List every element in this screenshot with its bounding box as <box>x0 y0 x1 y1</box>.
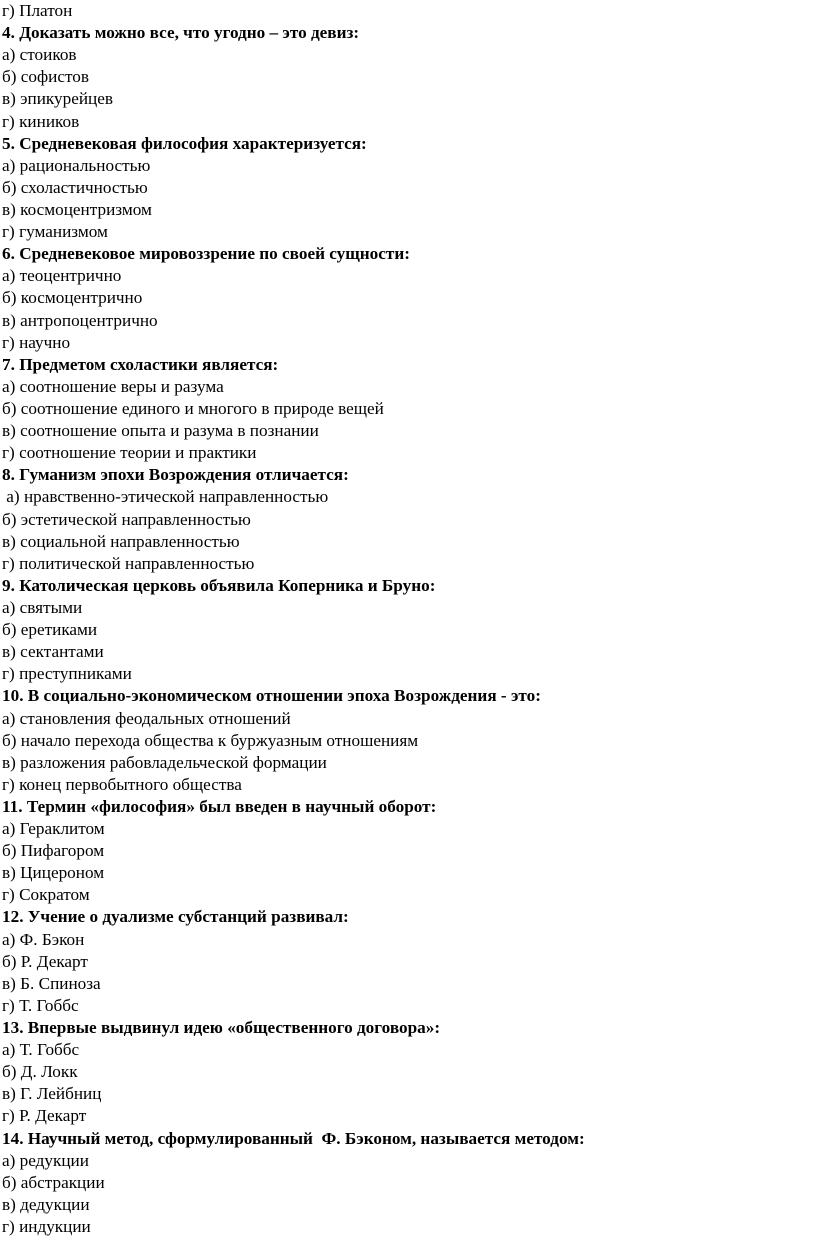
answer-option: б) еретиками <box>2 620 98 640</box>
answer-option: а) рациональностью <box>2 155 151 175</box>
question-block <box>2 133 816 244</box>
question-text: 7. Предметом схоластики является: <box>2 354 279 374</box>
question-text: 13. Впервые выдвинул идею «общественного договора»: <box>2 1018 441 1038</box>
question-block <box>2 575 816 686</box>
answer-option: б) начало перехода общества к буржуазным отношениям <box>2 730 419 750</box>
answer-option: в) сектантами <box>2 642 104 662</box>
question-block <box>2 464 816 575</box>
answer-option: б) софистов <box>2 67 89 87</box>
answer-option: в) Г. Лейбниц <box>2 1084 102 1104</box>
answer-option: б) Пифагором <box>2 841 105 861</box>
answer-option: б) космоцентрично <box>2 288 143 308</box>
question-text: 12. Учение о дуализме субстанций развивал: <box>2 907 349 927</box>
question-text: 9. Католическая церковь объявила Коперника и Бруно: <box>2 575 436 595</box>
answer-option: г) Сократом <box>2 885 90 905</box>
answer-option: г) киников <box>2 111 80 131</box>
question-text: 14. Научный метод, сформулированный Ф. Бэконом, называется методом: <box>2 1128 585 1148</box>
answer-option: а) соотношение веры и разума <box>2 376 224 396</box>
answer-option: в) Цицероном <box>2 863 105 883</box>
answer-option: г) Р. Декарт <box>2 1106 87 1126</box>
answer-option: а) стоиков <box>2 45 77 65</box>
question-block <box>2 354 816 465</box>
answer-option: г) конец первобытного общества <box>2 774 242 794</box>
answer-option: а) святыми <box>2 597 83 617</box>
answer-option: б) эстетической направленностью <box>2 509 251 529</box>
answer-option: а) становления феодальных отношений <box>2 708 291 728</box>
answer-option: г) Т. Гоббс <box>2 995 79 1015</box>
answer-option: б) абстракции <box>2 1172 105 1192</box>
answer-option: г) политической направленностью <box>2 553 255 573</box>
question-text: 6. Средневековое мировоззрение по своей сущности: <box>2 244 410 264</box>
answer-option: в) эпикурейцев <box>2 89 113 109</box>
question-block <box>2 906 816 1017</box>
answer-option: г) соотношение теории и практики <box>2 443 257 463</box>
question-block <box>2 22 816 133</box>
answer-option: г) индукции <box>2 1217 91 1237</box>
question-text: 10. В социально-экономическом отношении эпоха Возрождения - это: <box>2 686 541 706</box>
answer-option: в) космоцентризмом <box>2 199 152 219</box>
answer-option: в) разложения рабовладельческой формации <box>2 752 327 772</box>
answer-option: в) антропоцентрично <box>2 310 158 330</box>
answer-option: б) схоластичностью <box>2 177 148 197</box>
question-text: 8. Гуманизм эпохи Возрождения отличается: <box>2 465 349 485</box>
answer-option: г) гуманизмом <box>2 222 108 242</box>
answer-option: б) Д. Локк <box>2 1062 78 1082</box>
answer-option: в) дедукции <box>2 1194 90 1214</box>
question-block <box>2 243 816 354</box>
question-block <box>2 1017 816 1128</box>
answer-option: б) соотношение единого и многого в природе вещей <box>2 398 384 418</box>
answer-option: в) соотношение опыта и разума в познании <box>2 421 319 441</box>
answer-option: а) нравственно-этической направленностью <box>2 487 329 507</box>
question-text: 4. Доказать можно все, что угодно – это девиз: <box>2 23 360 43</box>
answer-option: г) Платон <box>2 1 73 20</box>
answer-option: а) Ф. Бэкон <box>2 929 85 949</box>
question-text: 5. Средневековая философия характеризуется: <box>2 133 367 153</box>
question-block <box>2 1128 816 1239</box>
question-list <box>2 22 816 1238</box>
answer-option: б) Р. Декарт <box>2 951 88 971</box>
question-block <box>2 796 816 907</box>
question-text: 11. Термин «философия» был введен в научный оборот: <box>2 796 437 816</box>
answer-option: в) Б. Спиноза <box>2 973 101 993</box>
answer-option: г) научно <box>2 332 71 352</box>
answer-option: г) преступниками <box>2 664 132 684</box>
answer-option: а) Гераклитом <box>2 819 105 839</box>
answer-option: а) Т. Гоббс <box>2 1040 80 1060</box>
answer-option: а) редукции <box>2 1150 89 1170</box>
answer-option: в) социальной направленностью <box>2 531 240 551</box>
answer-option: а) теоцентрично <box>2 266 122 286</box>
question-block <box>2 685 816 796</box>
